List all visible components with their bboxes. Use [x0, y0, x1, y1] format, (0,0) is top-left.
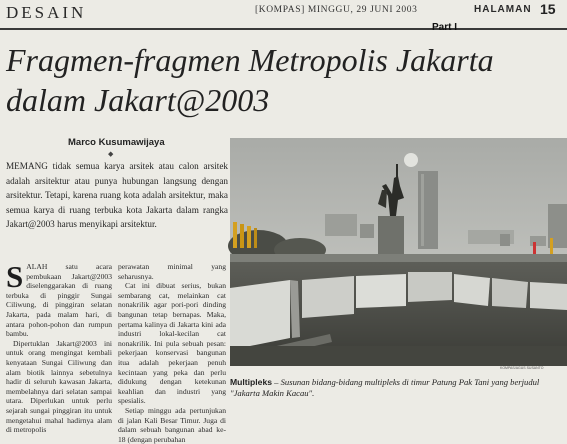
body-column-2 — [118, 262, 226, 444]
part-label: Part I — [432, 22, 458, 33]
body-column-1 — [6, 259, 112, 435]
column-1-paragraph-1-text: ALAH satu acara pembukaan Jakart@2003 diselenggarakan di ruang terbuka di pinggir Sungai Ciliwung, di pinggiran selatan Jakarta, pada malam hari, di antara pohon-pohon dan rumpun bambu. — [6, 262, 112, 339]
article-title — [6, 40, 566, 120]
lead-paragraph — [6, 159, 228, 232]
column-2-paragraph-2: Cat ini dibuat serius, bukan sembarang cat, melainkan cat nonakrilik agar pori-pori dinding bangunan tetap bernapas. Maka, pertama kalinya di Jakarta kini ada industri lokal-kecilan cat nonakrilik. Ini pula sebuah pesan: pekerjaan konservasi bangunan itua adalah pekerjaan penuh kecintaan yang peka dan perlu didukung dengan ketekunan keahlian dan industri yang spesialis. — [118, 281, 226, 406]
column-1-paragraph-2: Dipertuklan Jakart@2003 ini untuk orang mengingat kembali kenyataan Sungai Ciliwung dan alam biotik lainnya sebetulnya hadir di seluruh kawasan Jakarta, membelahnya dari selatan sampai utara. Diperlukan untuk perlu sejarah sungai pinggiran itu untuk mengetahui mahal hadirnya alam di metropolis — [6, 338, 112, 435]
caption-text: – Susunan bidang-bidang multipleks di timur Patung Pak Tani yang berjudul "Jakarta Makin Kacau". — [230, 377, 540, 398]
photo-credit: KOMPAS/AGUS SUSANTO — [500, 366, 544, 370]
section-label: DESAIN — [6, 3, 87, 22]
photo-caption — [230, 377, 563, 399]
column-1-paragraph-1 — [6, 259, 112, 339]
title-line-1: Fragmen-fragmen Metropolis Jakarta — [6, 42, 494, 78]
column-2-paragraph-3: Setiap minggu ada pertunjukan di jalan Kali Besar Timur. Juga di dalam sebuah bangunan abad ke-18 (dengan perubahan — [118, 405, 226, 444]
article-photo — [230, 138, 567, 366]
caption-label: Multipleks — [230, 377, 273, 387]
drop-cap: S — [6, 259, 24, 294]
masthead-dateline: [KOMPAS] MINGGU, 29 JUNI 2003 — [255, 5, 418, 15]
lead-first-word: MEMANG — [6, 161, 48, 171]
title-line-2: dalam Jakart@2003 — [6, 82, 270, 118]
byline: Marco Kusumawijaya — [68, 137, 165, 148]
page-number: 15 — [540, 1, 556, 17]
statue-plaza-photo — [230, 138, 567, 366]
diamond-icon: ◆ — [108, 150, 114, 158]
column-2-paragraph-1: perawatan minimal yang seharusnya. — [118, 262, 226, 281]
header-rule — [0, 28, 567, 30]
page-label: HALAMAN — [474, 4, 532, 15]
lead-text: tidak semua karya arsitek atau calon arsitek adalah arsitektur atau punya hubungan langsung dengan arsitektur. Tetapi, karena ruang kota adalah arsitektur, maka semua karya di ruang terbuka kota Jakarta dalam rangka Jakart@2003 harus menyikapi arsitektur. — [6, 161, 228, 230]
